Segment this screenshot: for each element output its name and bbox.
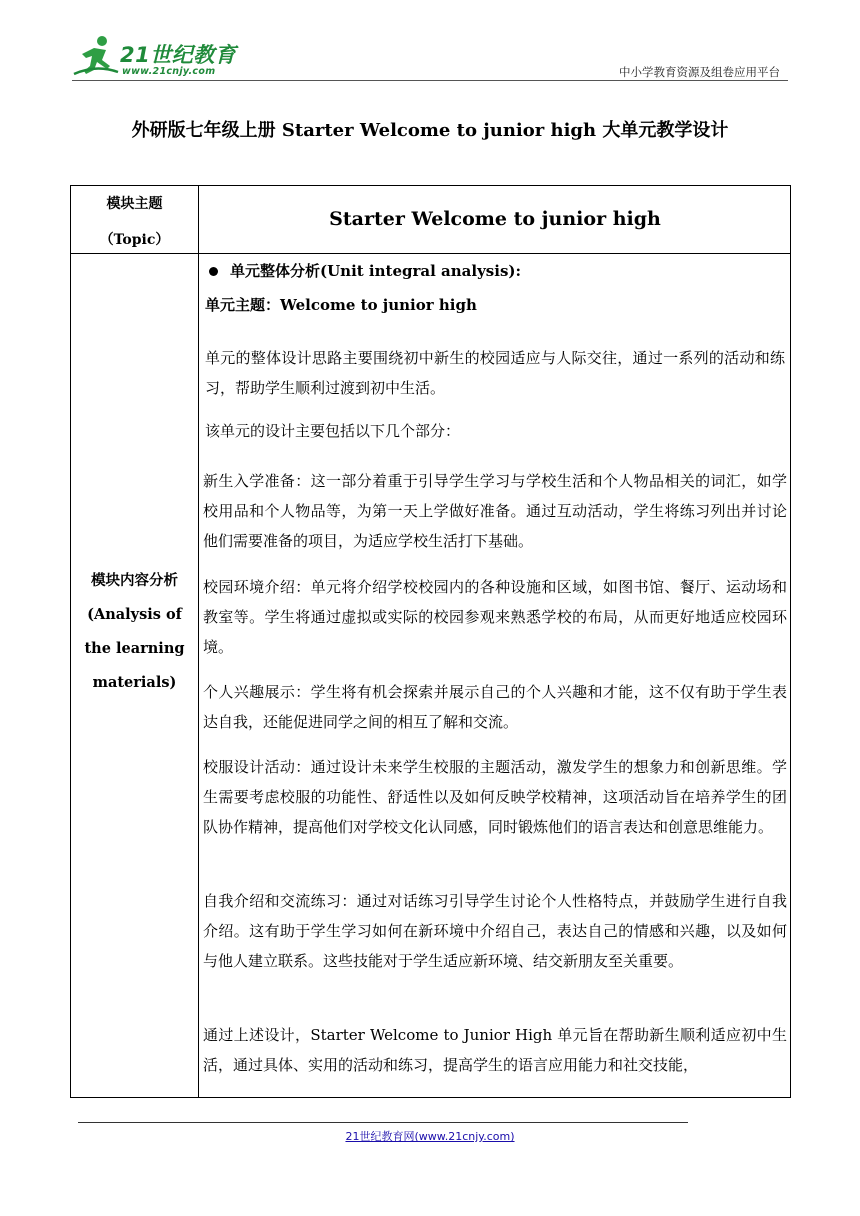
page-header	[72, 30, 788, 82]
analysis-label-line: (Analysis of	[87, 606, 182, 623]
analysis-label-line: materials)	[92, 674, 177, 691]
logo-text: 21世纪教育	[120, 43, 237, 67]
paragraph-summary: 通过上述设计，Starter Welcome to Junior High 单元旨在帮助新生顺利适应初中生活，通过具体、实用的活动和练习，提高学生的语言应用能力和社交技能，	[203, 1026, 787, 1074]
paragraph-parts-intro: 该单元的设计主要包括以下几个部分：	[205, 422, 461, 440]
paragraph-overview: 单元的整体设计思路主要围绕初中新生的校园适应与人际交往，通过一系列的活动和练习，帮助学生顺利过渡到初中生活。	[205, 349, 785, 397]
topic-label-cell	[71, 186, 198, 253]
topic-label-cn: 模块主题	[106, 196, 163, 212]
footer-link[interactable]: 21世纪教育网(www.21cnjy.com)	[345, 1130, 515, 1143]
analysis-label-line: the learning	[84, 640, 185, 657]
column-divider	[198, 186, 199, 1097]
analysis-label-cell	[71, 564, 198, 700]
logo-url: www.21cnjy.com	[122, 66, 216, 77]
unit-analysis-heading-text: 单元整体分析(Unit integral analysis):	[230, 262, 522, 280]
header-tagline: 中小学教育资源及组卷应用平台	[619, 65, 780, 79]
paragraph-uniform: 校服设计活动：通过设计未来学生校服的主题活动，激发学生的想象力和创新思维。学生需要考虑校服的功能性、舒适性以及如何反映学校精神，这项活动旨在培养学生的团队协作精神，提高他们对学校文化认同感，同时锻炼他们的语言表达和创意思维能力。	[203, 758, 787, 836]
unit-theme: 单元主题：Welcome to junior high	[205, 296, 477, 314]
topic-value: Starter Welcome to junior high	[329, 208, 661, 230]
paragraph-introduction: 自我介绍和交流练习：通过对话练习引导学生讨论个人性格特点，并鼓励学生进行自我介绍。这有助于学生学习如何在新环境中介绍自己，表达自己的情感和兴趣，以及如何与他人建立联系。这些技能对于学生适应新环境、结交新朋友至关重要。	[203, 892, 787, 970]
analysis-label-line: 模块内容分析	[91, 572, 178, 589]
design-table	[70, 185, 791, 1098]
unit-analysis-heading	[205, 256, 785, 286]
paragraph-interests: 个人兴趣展示：学生将有机会探索并展示自己的个人兴趣和才能，这不仅有助于学生表达自我，还能促进同学之间的相互了解和交流。	[203, 683, 787, 731]
row-divider	[71, 253, 790, 254]
running-figure-icon	[72, 34, 120, 78]
topic-label-en: （Topic）	[99, 232, 170, 248]
document-title: 外研版七年级上册 Starter Welcome to junior high 大单元教学设计	[131, 120, 729, 141]
footer-divider	[78, 1122, 688, 1123]
paragraph-preparation: 新生入学准备：这一部分着重于引导学生学习与学校生活和个人物品相关的词汇，如学校用品和个人物品等，为第一天上学做好准备。通过互动活动，学生将练习列出并讨论他们需要准备的项目，为适应学校生活打下基础。	[203, 472, 787, 550]
bullet-icon	[209, 267, 218, 276]
header-divider	[72, 80, 788, 81]
site-logo[interactable]	[72, 34, 242, 80]
paragraph-campus: 校园环境介绍：单元将介绍学校校园内的各种设施和区域，如图书馆、餐厅、运动场和教室等。学生将通过虚拟或实际的校园参观来熟悉学校的布局，从而更好地适应校园环境。	[203, 578, 787, 656]
